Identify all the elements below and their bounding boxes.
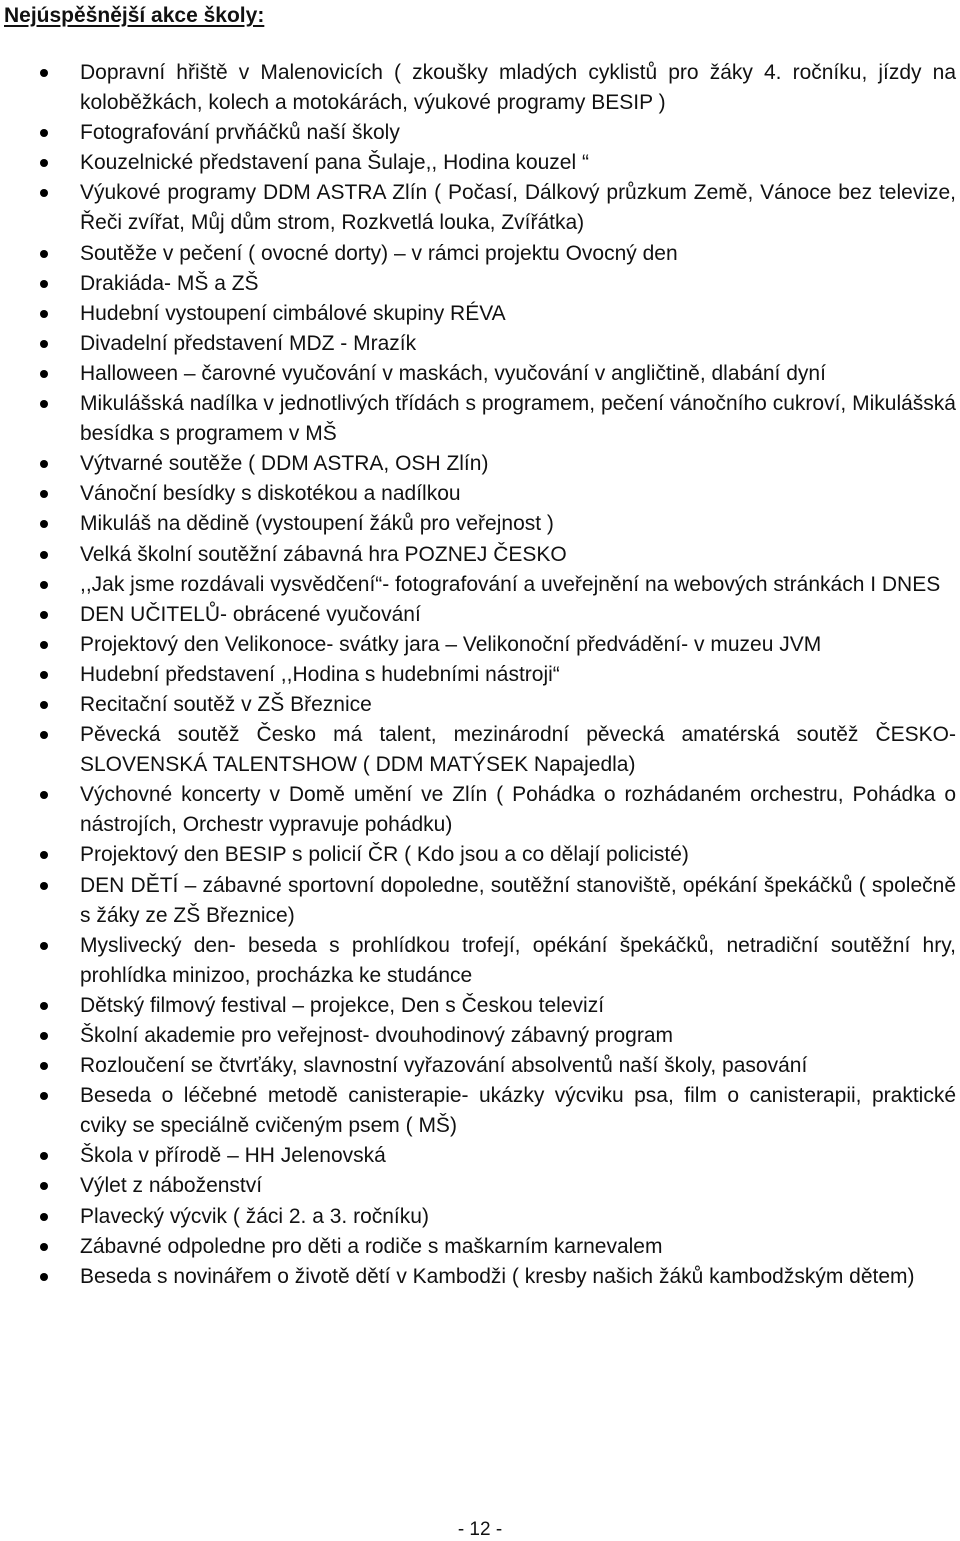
list-item [0,58,960,118]
list-item-text: ,,Jak jsme rozdávali vysvědčení“- fotografování a uveřejnění na webových stránkách I DNES [80,572,941,596]
list-item-text: Beseda o léčebné metodě canisterapie- ukázky výcviku psa, film o canisterapii, praktické cviky se speciálně cvičeným psem ( MŠ) [80,1084,956,1138]
list-item [0,449,960,479]
bullet-icon [40,1243,48,1251]
bullet-icon [40,460,48,468]
list-item [0,690,960,720]
bullet-icon [40,1032,48,1040]
bullet-icon [40,731,48,739]
list-item [0,780,960,840]
bullet-icon [40,1062,48,1070]
list-item-text: Rozloučení se čtvrťáky, slavnostní vyřazování absolventů naší školy, pasování [80,1054,808,1078]
list-item [0,871,960,931]
list-item-text: Mikulášská nadílka v jednotlivých třídách s programem, pečení vánočního cukroví, Mikulášská besídka s programem v MŠ [80,392,956,446]
events-list [0,58,960,1292]
list-item [0,1051,960,1081]
list-item-text: Halloween – čarovné vyučování v maskách, vyučování v angličtině, dlabání dyní [80,361,826,385]
list-item [0,178,960,238]
list-item [0,239,960,269]
bullet-icon [40,581,48,589]
bullet-icon [40,189,48,197]
bullet-icon [40,250,48,258]
list-item [0,1081,960,1141]
bullet-icon [40,1092,48,1100]
list-item [0,509,960,539]
list-item-text: Projektový den Velikonoce- svátky jara – Velikonoční předvádění- v muzeu JVM [80,632,822,656]
bullet-icon [40,611,48,619]
list-item-text: Škola v přírodě – HH Jelenovská [80,1144,386,1168]
bullet-icon [40,1002,48,1010]
list-item-text: Recitační soutěž v ZŠ Březnice [80,692,372,716]
list-item [0,840,960,870]
list-item-text: DEN DĚTÍ – zábavné sportovní dopoledne, soutěžní stanoviště, opékání špekáčků ( společně s žáky ze ZŠ Březnice) [80,873,956,927]
list-item-text: Hudební vystoupení cimbálové skupiny RÉVA [80,301,506,325]
bullet-icon [40,1152,48,1160]
list-item [0,389,960,449]
list-item [0,600,960,630]
bullet-icon [40,1182,48,1190]
bullet-icon [40,851,48,859]
bullet-icon [40,129,48,137]
page-number: - 12 - [457,1519,503,1540]
bullet-icon [40,671,48,679]
list-item-text: Fotografování prvňáčků naší školy [80,121,400,145]
list-item [0,299,960,329]
list-item-text: Hudební představení ,,Hodina s hudebními nástroji“ [80,662,560,686]
page-heading: Nejúspěšnější akce školy: [4,4,265,27]
bullet-icon [40,400,48,408]
list-item-text: Dopravní hřiště v Malenovicích ( zkoušky mladých cyklistů pro žáky 4. ročníku, jízdy na koloběžkách, kolech a motokárách, výukové programy BESIP ) [80,61,956,115]
list-item-text: Beseda s novinářem o životě dětí v Kambodži ( kresby našich žáků kambodžským dětem) [80,1264,915,1288]
bullet-icon [40,520,48,528]
list-item-text: Pěvecká soutěž Česko má talent, mezinárodní pěvecká amatérská soutěž ČESKO-SLOVENSKÁ TALENTSHOW ( DDM MATÝSEK Napajedla) [80,723,956,777]
list-item-text: Mikuláš na dědině (vystoupení žáků pro veřejnost ) [80,512,554,536]
bullet-icon [40,159,48,167]
list-item [0,329,960,359]
bullet-icon [40,490,48,498]
list-item [0,660,960,690]
bullet-icon [40,551,48,559]
bullet-icon [40,340,48,348]
list-item-text: Soutěže v pečení ( ovocné dorty) – v rámci projektu Ovocný den [80,241,678,265]
list-item-text: Plavecký výcvik ( žáci 2. a 3. ročníku) [80,1204,429,1228]
list-item [0,1232,960,1262]
list-item [0,1171,960,1201]
list-item-text: Divadelní představení MDZ - Mrazík [80,331,417,355]
list-item-text: Výukové programy DDM ASTRA Zlín ( Počasí, Dálkový průzkum Země, Vánoce bez televize, Řeči zvířat, Můj dům strom, Rozkvetlá louka, Zvířátka) [80,181,956,235]
bullet-icon [40,1213,48,1221]
bullet-icon [40,791,48,799]
list-item-text: Vánoční besídky s diskotékou a nadílkou [80,482,461,506]
bullet-icon [40,69,48,77]
list-item [0,540,960,570]
list-item [0,931,960,991]
bullet-icon [40,701,48,709]
list-item-text: DEN UČITELŮ- obrácené vyučování [80,602,421,626]
list-item [0,479,960,509]
bullet-icon [40,370,48,378]
list-item-text: Kouzelnické představení pana Šulaje,, Hodina kouzel “ [80,151,589,175]
list-item [0,1021,960,1051]
bullet-icon [40,882,48,890]
list-item-text: Myslivecký den- beseda s prohlídkou trofejí, opékání špekáčků, netradiční soutěžní hry, prohlídka minizoo, procházka ke studánce [80,933,956,987]
list-item [0,991,960,1021]
list-item-text: Zábavné odpoledne pro děti a rodiče s maškarním karnevalem [80,1234,663,1258]
list-item [0,269,960,299]
list-item-text: Dětský filmový festival – projekce, Den s Českou televizí [80,993,605,1017]
list-item [0,148,960,178]
list-item [0,1262,960,1292]
list-item [0,359,960,389]
list-item [0,1141,960,1171]
list-item-text: Výtvarné soutěže ( DDM ASTRA, OSH Zlín) [80,452,489,476]
bullet-icon [40,280,48,288]
list-item [0,720,960,780]
bullet-icon [40,1273,48,1281]
bullet-icon [40,310,48,318]
list-item-text: Výlet z náboženství [80,1174,263,1198]
list-item-text: Školní akademie pro veřejnost- dvouhodinový zábavný program [80,1024,673,1047]
list-item-text: Projektový den BESIP s policií ČR ( Kdo jsou a co dělají policisté) [80,843,689,867]
list-item [0,1202,960,1232]
bullet-icon [40,942,48,950]
bullet-icon [40,641,48,649]
list-item [0,118,960,148]
list-item [0,570,960,600]
list-item-text: Výchovné koncerty v Domě umění ve Zlín ( Pohádka o rozhádaném orchestru, Pohádka o nástrojích, Orchestr vypravuje pohádku) [80,783,956,837]
list-item-text: Velká školní soutěžní zábavná hra POZNEJ ČESKO [80,542,567,566]
list-item-text: Drakiáda- MŠ a ZŠ [80,271,259,295]
list-item [0,630,960,660]
